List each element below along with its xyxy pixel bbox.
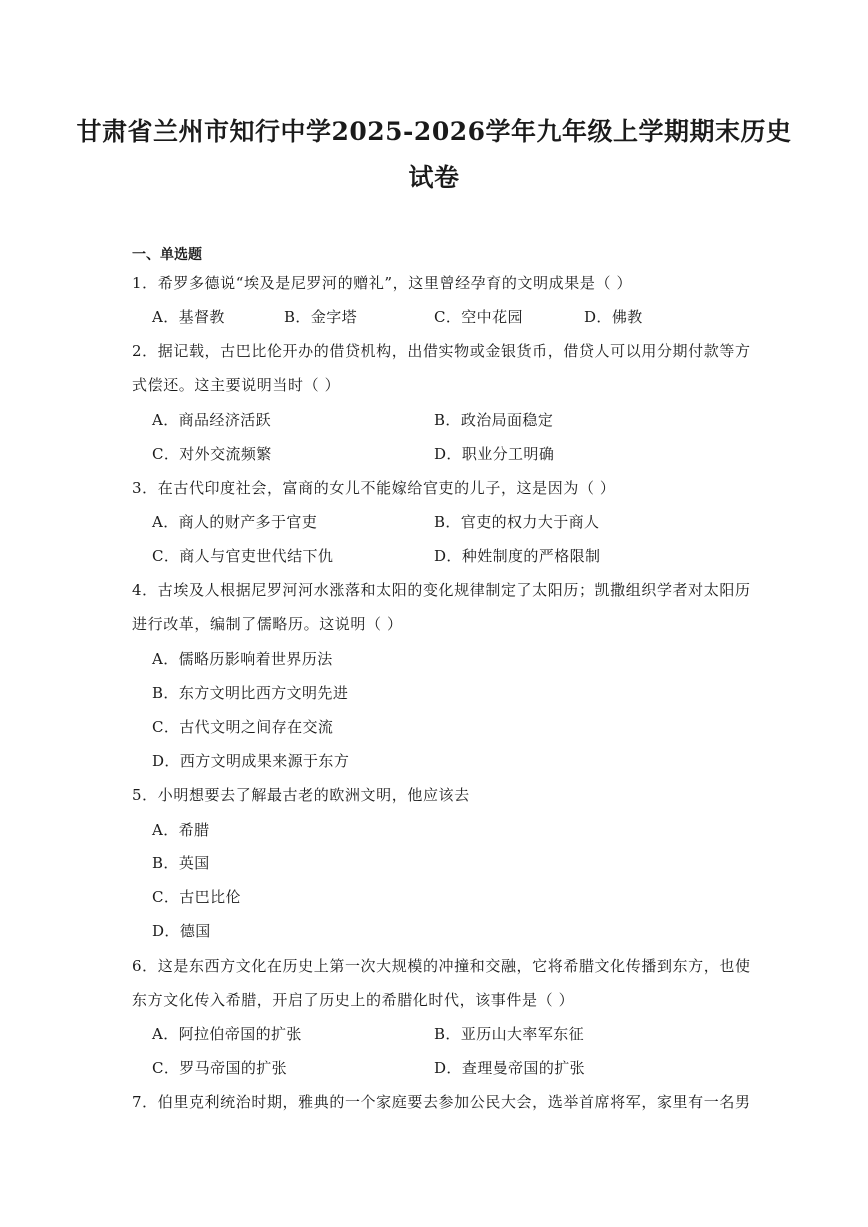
- exam-title-line1: 甘肃省兰州市知行中学2025-2026学年九年级上学期期末历史: [76, 117, 792, 146]
- q1-option-b: B．金字塔: [284, 308, 358, 326]
- q3-option-d: D．种姓制度的严格限制: [434, 547, 601, 565]
- question-2-line1: 2．据记载，古巴比伦开办的借贷机构，出借实物或金银货币，借贷人可以用分期付款等方: [132, 342, 751, 360]
- q5-option-c: C．古巴比伦: [152, 888, 241, 906]
- exam-title-line2: 试卷: [408, 163, 460, 192]
- q1-option-d: D．佛教: [584, 308, 643, 326]
- question-1: 1．希罗多德说“埃及是尼罗河的赠礼”，这里曾经孕育的文明成果是（ ）: [132, 274, 633, 292]
- q6-option-b: B．亚历山大率军东征: [434, 1025, 585, 1043]
- q6-option-c: C．罗马帝国的扩张: [152, 1059, 288, 1077]
- question-6-line2: 东方文化传入希腊，开启了历史上的希腊化时代，该事件是（ ）: [132, 991, 575, 1009]
- question-6-line1: 6．这是东西方文化在历史上第一次大规模的冲撞和交融，它将希腊文化传播到东方，也使: [132, 957, 751, 975]
- q5-option-d: D．德国: [152, 922, 211, 940]
- question-5: 5．小明想要去了解最古老的欧洲文明，他应该去: [132, 786, 470, 804]
- q5-option-a: A．希腊: [152, 821, 210, 839]
- q4-option-c: C．古代文明之间存在交流: [152, 718, 334, 736]
- q1-option-a: A．基督教: [152, 308, 225, 326]
- q5-option-b: B．英国: [152, 854, 210, 872]
- q3-option-c: C．商人与官吏世代结下仇: [152, 547, 334, 565]
- q1-option-c: C．空中花园: [434, 308, 523, 326]
- q4-option-b: B．东方文明比西方文明先进: [152, 684, 349, 702]
- question-3: 3．在古代印度社会，富商的女儿不能嫁给官吏的儿子，这是因为（ ）: [132, 479, 616, 497]
- q4-option-d: D．西方文明成果来源于东方: [152, 752, 350, 770]
- q4-option-a: A．儒略历影响着世界历法: [152, 650, 333, 668]
- question-4-line1: 4．古埃及人根据尼罗河河水涨落和太阳的变化规律制定了太阳历；凯撒组织学者对太阳历: [132, 581, 751, 599]
- question-2-line2: 式偿还。这主要说明当时（ ）: [132, 376, 341, 394]
- q2-option-b: B．政治局面稳定: [434, 411, 554, 429]
- q3-option-b: B．官吏的权力大于商人: [434, 513, 600, 531]
- question-7-line1: 7．伯里克利统治时期，雅典的一个家庭要去参加公民大会，选举首席将军，家里有一名男: [132, 1093, 751, 1111]
- q2-option-d: D．职业分工明确: [434, 445, 555, 463]
- q6-option-a: A．阿拉伯帝国的扩张: [152, 1025, 302, 1043]
- q2-option-a: A．商品经济活跃: [152, 411, 272, 429]
- question-4-line2: 进行改革，编制了儒略历。这说明（ ）: [132, 615, 403, 633]
- q6-option-d: D．查理曼帝国的扩张: [434, 1059, 586, 1077]
- q3-option-a: A．商人的财产多于官吏: [152, 513, 318, 531]
- section-heading: 一、单选题: [132, 247, 202, 263]
- q2-option-c: C．对外交流频繁: [152, 445, 272, 463]
